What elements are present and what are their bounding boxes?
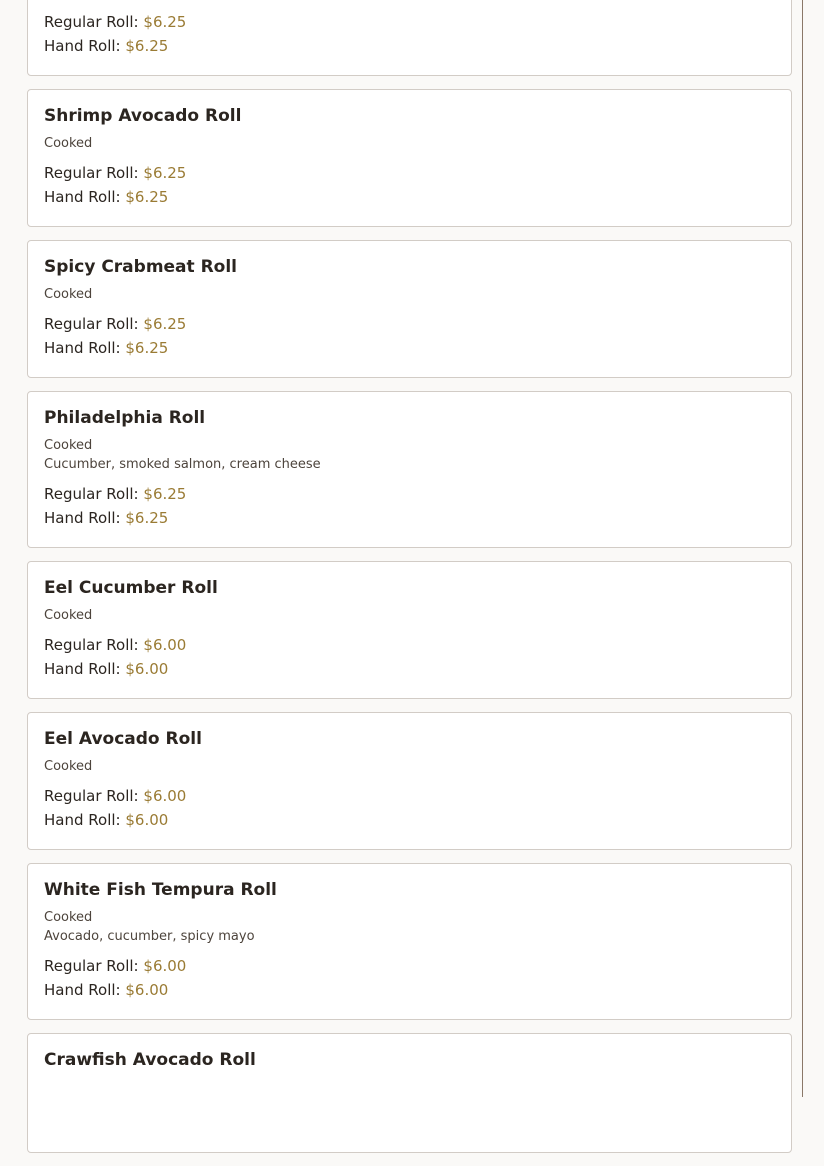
- menu-item-category: Cooked: [44, 136, 93, 151]
- menu-item-card: [27, 712, 792, 850]
- hand-roll-label: Hand Roll:: [44, 339, 121, 357]
- hand-roll-price: $6.25: [125, 188, 169, 206]
- regular-roll-price-line: [44, 954, 775, 978]
- price-list: [44, 633, 775, 681]
- regular-roll-price-line: [44, 10, 775, 34]
- hand-roll-label: Hand Roll:: [44, 811, 121, 829]
- regular-roll-price-line: [44, 784, 775, 808]
- hand-roll-label: Hand Roll:: [44, 660, 121, 678]
- hand-roll-price: $6.00: [125, 811, 169, 829]
- menu-item-category: Cooked: [44, 759, 93, 774]
- regular-roll-price: $6.25: [143, 164, 187, 182]
- menu-item-card: [27, 391, 792, 548]
- regular-roll-price: $6.25: [143, 13, 187, 31]
- hand-roll-price: $6.00: [125, 660, 169, 678]
- regular-roll-label: Regular Roll:: [44, 13, 139, 31]
- menu-item-description: Avocado, cucumber, spicy mayo: [44, 929, 255, 944]
- menu-item-card: [27, 863, 792, 1020]
- regular-roll-price: $6.25: [143, 485, 187, 503]
- hand-roll-price: $6.00: [125, 981, 169, 999]
- regular-roll-label: Regular Roll:: [44, 164, 139, 182]
- regular-roll-price: $6.25: [143, 315, 187, 333]
- menu-item-name: Eel Avocado Roll: [44, 729, 202, 749]
- menu-item-category: Cooked: [44, 438, 93, 453]
- hand-roll-price-line: [44, 808, 775, 832]
- price-list: [44, 784, 775, 832]
- hand-roll-price-line: [44, 34, 775, 58]
- regular-roll-label: Regular Roll:: [44, 485, 139, 503]
- hand-roll-label: Hand Roll:: [44, 37, 121, 55]
- menu-item-name: Spicy Crabmeat Roll: [44, 257, 238, 277]
- hand-roll-price-line: [44, 506, 775, 530]
- menu-item-name: Eel Cucumber Roll: [44, 578, 218, 598]
- menu-item-card: [27, 89, 792, 227]
- menu-list: [27, 0, 792, 1166]
- regular-roll-label: Regular Roll:: [44, 636, 139, 654]
- regular-roll-price-line: [44, 312, 775, 336]
- regular-roll-price-line: [44, 161, 775, 185]
- menu-item-category: Cooked: [44, 608, 93, 623]
- price-list: [44, 161, 775, 209]
- regular-roll-price-line: [44, 482, 775, 506]
- menu-item-card: [27, 0, 792, 76]
- menu-item-name: Shrimp Avocado Roll: [44, 106, 242, 126]
- menu-item-card: [27, 561, 792, 699]
- hand-roll-price-line: [44, 978, 775, 1002]
- regular-roll-price: $6.00: [143, 957, 187, 975]
- hand-roll-price-line: [44, 657, 775, 681]
- menu-item-name: White Fish Tempura Roll: [44, 880, 277, 900]
- hand-roll-price-line: [44, 185, 775, 209]
- hand-roll-price-line: [44, 336, 775, 360]
- regular-roll-price: $6.00: [143, 636, 187, 654]
- menu-item-description: Cucumber, smoked salmon, cream cheese: [44, 457, 321, 472]
- price-list: [44, 954, 775, 1002]
- price-list: [44, 10, 775, 58]
- price-list: [44, 482, 775, 530]
- price-list: [44, 312, 775, 360]
- hand-roll-price: $6.25: [125, 509, 169, 527]
- regular-roll-price-line: [44, 633, 775, 657]
- regular-roll-label: Regular Roll:: [44, 315, 139, 333]
- regular-roll-price: $6.00: [143, 787, 187, 805]
- hand-roll-label: Hand Roll:: [44, 981, 121, 999]
- hand-roll-label: Hand Roll:: [44, 188, 121, 206]
- menu-item-card: [27, 1033, 792, 1153]
- menu-item-category: Cooked: [44, 287, 93, 302]
- hand-roll-price: $6.25: [125, 37, 169, 55]
- hand-roll-label: Hand Roll:: [44, 509, 121, 527]
- menu-item-category: Cooked: [44, 910, 93, 925]
- hand-roll-price: $6.25: [125, 339, 169, 357]
- menu-item-name: Crawfish Avocado Roll: [44, 1050, 256, 1070]
- menu-item-name: Philadelphia Roll: [44, 408, 206, 428]
- menu-item-card: [27, 240, 792, 378]
- regular-roll-label: Regular Roll:: [44, 957, 139, 975]
- regular-roll-label: Regular Roll:: [44, 787, 139, 805]
